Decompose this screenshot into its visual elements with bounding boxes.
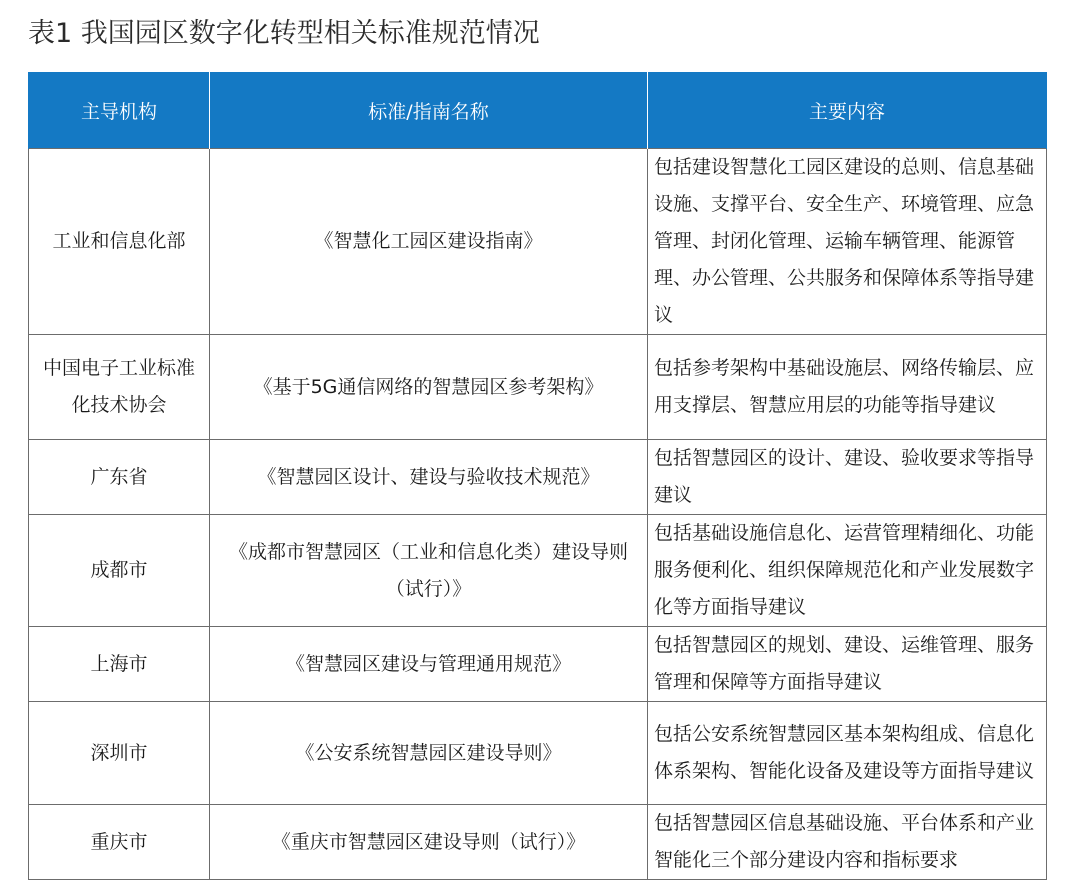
cell-standard-name: 《智慧园区建设与管理通用规范》: [210, 627, 648, 702]
table-header-row: [29, 72, 1047, 149]
cell-content: 包括智慧园区的设计、建设、验收要求等指导建议: [648, 440, 1047, 515]
cell-org: 重庆市: [29, 805, 210, 880]
cell-standard-name: 《智慧园区设计、建设与验收技术规范》: [210, 440, 648, 515]
cell-content: 包括公安系统智慧园区基本架构组成、信息化体系架构、智能化设备及建设等方面指导建议: [648, 702, 1047, 805]
cell-standard-name: 《重庆市智慧园区建设导则（试行）》: [210, 805, 648, 880]
cell-org: 广东省: [29, 440, 210, 515]
table-row: [29, 702, 1047, 805]
table-row: [29, 149, 1047, 335]
header-standard-name: 标准/指南名称: [210, 72, 648, 149]
table-row: [29, 515, 1047, 627]
cell-org: 工业和信息化部: [29, 149, 210, 335]
table-row: [29, 805, 1047, 880]
table-row: [29, 440, 1047, 515]
table-row: [29, 627, 1047, 702]
cell-content: 包括参考架构中基础设施层、网络传输层、应用支撑层、智慧应用层的功能等指导建议: [648, 335, 1047, 440]
cell-org: 深圳市: [29, 702, 210, 805]
cell-content: 包括建设智慧化工园区建设的总则、信息基础设施、支撑平台、安全生产、环境管理、应急管理、封闭化管理、运输车辆管理、能源管理、办公管理、公共服务和保障体系等指导建议: [648, 149, 1047, 335]
header-main-content: 主要内容: [648, 72, 1047, 149]
cell-content: 包括基础设施信息化、运营管理精细化、功能服务便利化、组织保障规范化和产业发展数字化等方面指导建议: [648, 515, 1047, 627]
cell-standard-name: 《智慧化工园区建设指南》: [210, 149, 648, 335]
header-lead-org: 主导机构: [29, 72, 210, 149]
cell-org: 中国电子工业标准化技术协会: [29, 335, 210, 440]
cell-standard-name: 《基于5G通信网络的智慧园区参考架构》: [210, 335, 648, 440]
cell-standard-name: 《成都市智慧园区（工业和信息化类）建设导则（试行）》: [210, 515, 648, 627]
cell-org: 上海市: [29, 627, 210, 702]
cell-content: 包括智慧园区信息基础设施、平台体系和产业智能化三个部分建设内容和指标要求: [648, 805, 1047, 880]
cell-standard-name: 《公安系统智慧园区建设导则》: [210, 702, 648, 805]
cell-content: 包括智慧园区的规划、建设、运维管理、服务管理和保障等方面指导建议: [648, 627, 1047, 702]
cell-org: 成都市: [29, 515, 210, 627]
table-caption: 表1 我国园区数字化转型相关标准规范情况: [28, 18, 540, 49]
standards-table: [28, 72, 1047, 880]
table-row: [29, 335, 1047, 440]
